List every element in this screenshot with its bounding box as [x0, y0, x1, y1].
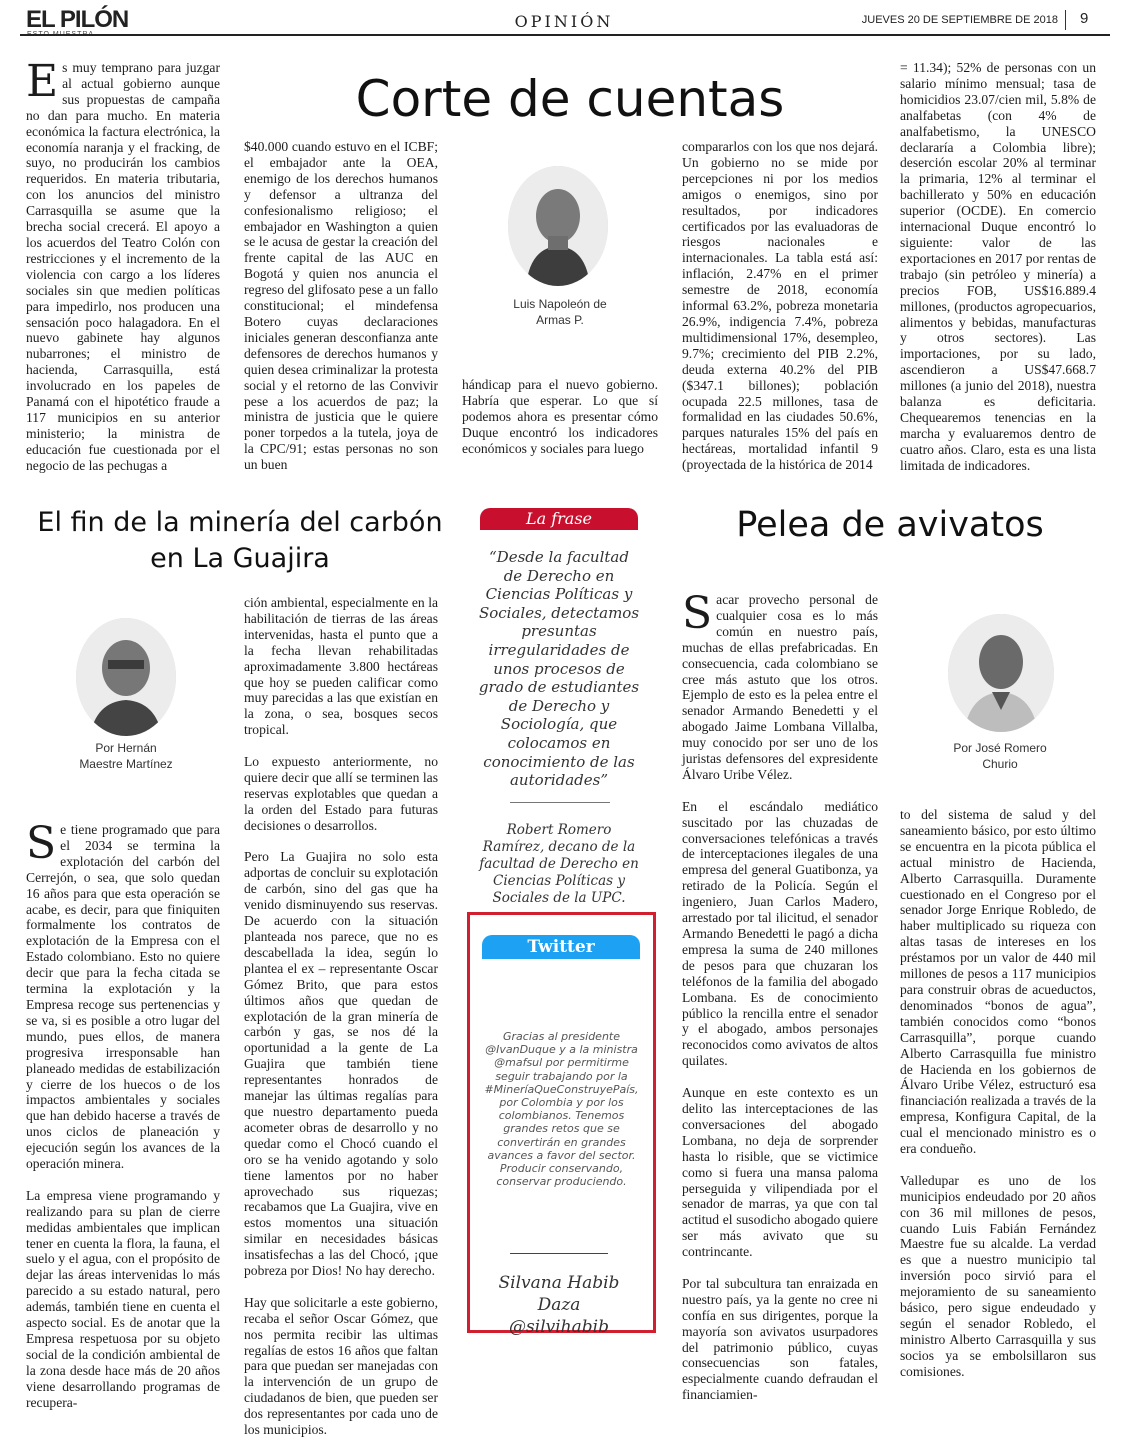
- pelea-column-2: [900, 807, 1096, 1380]
- author-name: Por José Romero: [953, 741, 1047, 755]
- article-pelea-title: Pelea de avivatos: [736, 505, 1044, 545]
- author-name: Por Hernán: [95, 741, 157, 755]
- corte-paragraph: compararlos con los que nos dejará. Un gobierno no se mide por percepciones ni por los medios amigos o enemigos, sino por resultados, por indicadores certificados por las evaluadoras de riesgos nacionales e internacionales. La tabla está así: inflación, 2.47% en el primer semestre de 2018, economía informal 63.2%, pobreza monetaria 26.9%, indigencia 7.4%, pobreza multidimensional 17%, desempleo, 9.7%; crecimiento del PIB 2.2%, deuda externa 40.2% del PIB ($347.1 billones); población ocupada 22.5 millones, tasa de formalidad en las ciudades 50.6%, parques naturales 15% del país en hectáreas, mortalidad infantil 9 (proyectada de la histórica de 2014: [682, 139, 878, 473]
- page-number: 9: [1080, 10, 1089, 27]
- pelea-byline: [930, 740, 1070, 772]
- frase-quote: “Desde la facultad de Derecho en Ciencias Políticas y Sociales, detectamos presuntas irregularidades de unos procesos de grado de estudiantes de Derecho y Sociología, que colocamos en conocimiento de las autoridades”: [478, 548, 640, 790]
- newspaper-logo: EL PILÓN: [26, 6, 129, 33]
- mineria-paragraph: Lo expuesto anteriormente, no quiere decir que allí se terminen las reservas explotables que quedan a la orden del Estado para futuras decisiones o desarrollos.: [244, 754, 438, 833]
- header-rule: [20, 34, 1110, 36]
- corte-byline: [490, 296, 630, 328]
- pelea-paragraph: Por tal subcultura tan enraizada en nuestro país, ya la gente no cree ni confía en sus dirigentes, porque la mayoría son avivatos usurpadores del patrimonio público, cuyas consecuencias son fatales, especialmente cuando defraudan el financiamien-: [682, 1275, 878, 1403]
- article-mineria-title: El fin de la minería del carbón en La Guajira: [37, 507, 443, 574]
- mineria-paragraph: Hay que solicitarle a este gobierno, recaba el señor Oscar Gómez, que nos permita recibir las ultimas regalías de estos 16 años que faltan para que puedan ser manejadas con la intervención de un grupo de ciudadanos de bien, que pueden ser dos representantes por cada uno de los municipios.: [244, 1294, 438, 1438]
- section-title: OPINIÓN: [514, 12, 614, 31]
- portrait-icon: [948, 614, 1054, 732]
- twitter-author: [478, 1272, 640, 1338]
- corte-column-2: [244, 139, 438, 473]
- corte-paragraph: hándicap para el nuevo gobierno. Habría que esperar. Lo que sí podemos ahora es presentar cómo Duque encontró los indicadores económicos y sociales para luego: [462, 377, 658, 456]
- corte-column-1: [26, 56, 220, 474]
- article-corte-title: Corte de cuentas: [355, 70, 785, 128]
- corte-paragraph: $40.000 cuando estuvo en el ICBF; el embajador ante la OEA, enemigo de los derechos humanos y defensor a ultranza del confesionalismo religioso; el embajador en Washington a quien se le acusa de gestar la creación del frente capital de las AUC en Bogotá y quien nos anuncia el regreso del glifosato pese a un fallo constitucional; el mindefensa Botero cuyas declaraciones iniciales generan desconfianza ante defensores de derechos humanos y quien desea criminalizar la protesta social y el retorno de las Convivir pese a los acuerdos de paz; la ministra de justicia que le quiere poner torpedos a la tutela, joya de la CPC/91; estas personas no son un buen: [244, 139, 438, 473]
- mineria-byline: [56, 740, 196, 772]
- author-photo-corte: [508, 166, 608, 286]
- author-name: Luis Napoleón de: [513, 297, 607, 311]
- pelea-column-1: [682, 588, 878, 1403]
- corte-paragraph: Es muy temprano para juzgar al actual gobierno aunque sus propuestas de campaña no dan para mucho. En materia económica la factura electrónica, la economía naranja y el fracking, de suyo, no producirán los cambios requeridos. En materia tributaria, con los anuncios del ministro Carrasquilla se asume que la brecha social crecerá. El apoyo a los acuerdos del Teatro Colón con restricciones y el incremento de la violencia con cargo a los líderes sociales sin que medien políticas para impedirlo, nos producen una sensación poco halagadora. En el nuevo gabinete hay algunos nubarrones; el ministro de hacienda, Carrasquilla, está involucrado en los papeles de Panamá con el hipotético fraude a 117 municipios en su anterior ministerio; la ministra de educación fue cuestionada por el negocio de las pechugas a: [26, 56, 220, 473]
- author-photo-pelea: [948, 614, 1054, 732]
- mineria-paragraph: La empresa viene programando y realizando para su plan de cierre medidas ambientales que implican tener en cuenta la flora, la fauna, el suelo y el agua, con el propósito de dejar las áreas intervenidas lo más parecido a su estado natural, pero además, también tiene en cuenta el aspecto social. Es de anotar que la Empresa respetuosa por su objeto social de la condición ambiental de la zona desde hace más de 20 años viene desarrollando programas de recupera-: [26, 1187, 220, 1410]
- author-name: Churio: [982, 757, 1018, 771]
- corte-column-3: [462, 377, 658, 457]
- author-name: Armas P.: [536, 313, 584, 327]
- frase-author: Robert Romero Ramírez, decano de la facultad de Derecho en Ciencias Políticas y Sociales de la UPC.: [479, 822, 639, 906]
- frase-divider: [510, 802, 610, 803]
- mineria-paragraph: Pero La Guajira no solo esta adportas de concluir su explotación de carbón, sino del gas que ha venido disminuyendo sus reservas. De acuerdo con la situación planteada nos parece, que no es descabellada la idea, según lo plantea el ex – representante Oscar Gómez Brito, que para estos últimos años que quedan de explotación de la gran minería de carbón y gas, se nos dé la oportunidad a la gente de La Guajira que también tiene representantes honrados de manejar las últimas regalías para que nuestro departamento pueda acometer obras de desarrollo y no quedar como el Chocó cuando el oro se ha venido agotando y solo tiene lamentos por no haber aprovechado sus riquezas; recabamos que La Guajira, vive en estos momentos una situación similar en necesidades básicas insatisfechas a las del Chocó, ¡que pobreza por Dios! No hay derecho.: [244, 849, 438, 1279]
- issue-date: JUEVES 20 DE SEPTIEMBRE DE 2018: [861, 14, 1058, 26]
- twitter-divider: [510, 1253, 608, 1254]
- pelea-paragraph: Sacar provecho personal de cualquier cosa es lo más común en nuestro país, muchas de ellas prefabricadas. En consecuencia, cada colombiano se cree más astuto que los otros. Ejemplo de esto es la pelea entre el senador Armando Benedetti y el abogado Jaime Lombana Villalba, muy conocido por ser uno de los juristas defensores del expresidente Álvaro Uribe Vélez.: [682, 588, 878, 782]
- author-photo-mineria: [76, 618, 176, 736]
- corte-column-5: [900, 60, 1096, 474]
- portrait-icon: [76, 618, 176, 736]
- tweet-author-handle: @silvihabib: [509, 1317, 609, 1337]
- frase-label: La frase: [480, 508, 638, 530]
- tweet-author-name: Silvana Habib Daza: [498, 1273, 620, 1315]
- mineria-paragraph: ción ambiental, especialmente en la habilitación de tierras de las áreas intervenidas, hasta el punto que a la fecha llevan rehabilitadas aproximadamente 3.800 hectáreas que hoy se pueden calificar como muy parecidas a las que existían en la zona, o sea, bosques secos tropical.: [244, 595, 438, 738]
- pelea-paragraph: En el escándalo mediático suscitado por las chuzadas de conversaciones telefónicas a través de interceptaciones ilegales de una empresa del general Guatibonza, ya retirado de la Policía. Según el ingeniero, Juan Carlos Madero, arrestado por tal ilicitud, el senador Armando Benedetti le pagó a dicha empresa la suma de 240 millones de pesos para que chuzaran los teléfonos de la familia del abogado Lombana. Es de conocimiento público la rencilla entre el senador y el abogado, ambos personajes reconocidos como avivatos de altos quilates.: [682, 798, 878, 1069]
- pelea-paragraph: Aunque en este contexto es un delito las interceptaciones de las conversaciones del abogado Lombana, no deja de sorprender hasta lo risible, que se victimice como si fuera una mansa paloma perseguida y vilipendiada por el senador de marras, ya que con tal actitud el susodicho abogado quiere ser más avivato que su contrincante.: [682, 1085, 878, 1260]
- mineria-column-2: [244, 595, 438, 1438]
- mineria-paragraph: Se tiene programado que para el 2034 se termina la explotación del carbón del Cerrejón, o sea, que solo quedan 16 años para que esta operación se acabe, es decir, para que finiquiten formalmente los contratos de explotación de la Empresa con el Estado colombiano. Esto no quiere decir que para la fecha citada se termina la explotación y la Empresa recoge sus pertenencias y se va, si es posible a otro lugar del mundo, pues ellos, de manera progresiva irresponsable han planeado medidas de estabilización y cierre de los huecos o de los impactos ambientales y sociales que han debido hacerse a través de unos ciclos de planeación y ejecución según los avances de la operación minera.: [26, 818, 220, 1172]
- header-separator: [1065, 10, 1066, 30]
- corte-paragraph: = 11.34); 52% de personas con un salario mínimo mensual; tasa de homicidios 23.07/cien mil, 5.8% de analfabetas (con 4% de analfabetismo, la UNESCO declararía a Colombia libre); deserción escolar 20% al terminar la primaria, 12% al terminar el bachillerato y 50% en educación superior (OCDE). En comercio internacional Duque encontró lo siguiente: valor de las exportaciones en 2017 por rentas de trabajo (sin petróleo y minería) a precios FOB, US$16.889.4 millones, (productos agropecuarios, alimentos y bebidas, manufacturas y otros sectores). Las importaciones, por su lado, ascendieron a US$47.668.7 millones (a junio del 2018), nuestra balanza es deficitaria. Chequearemos tenencias en la marcha y evaluaremos dentro de cuatro años. Claro, esta es una lista limitada de indicadores.: [900, 60, 1096, 473]
- twitter-label: Twitter: [482, 935, 640, 959]
- portrait-icon: [508, 166, 608, 286]
- author-name: Maestre Martínez: [79, 757, 173, 771]
- corte-column-4: [682, 139, 878, 473]
- mineria-column-1: [26, 818, 220, 1411]
- tweet-text: Gracias al presidente @IvanDuque y a la ministra @mafsul por permitirme seguir trabajando por la #MineríaQueConstruyePaís, por Colombia y por los colombianos. Tenemos grandes retos que se convertirán en grandes avances a favor del sector. Producir conservando, conservar produciendo.: [484, 1030, 639, 1189]
- pelea-paragraph: to del sistema de salud y del saneamiento básico, por esto último se encuentra en la picota pública el actual ministro de Hacienda, Alberto Carrasquilla. Duramente cuestionado en el Congreso por el senador Jorge Enrique Robledo, de haber multiplicado su riqueza con altas tasas de intereses en los préstamos por un valor de 440 mil millones de pesos a 117 municipios para construir obras de acueductos, denominados “bonos de agua”, también conocidos como “bonos Carrasquilla”, porque cuando Alberto Carrasquilla fue ministro de Hacienda en los gobiernos de Álvaro Uribe Vélez, estructuró esa financiación realizada a través de la empresa, Konfigura Capital, de la cual el mencionado ministro es o era condueño.: [900, 807, 1096, 1157]
- pelea-paragraph: Valledupar es uno de los municipios endeudado por 20 años con 36 mil millones de pesos, cuando Luis Fabián Fernández Maestre fue su alcalde. La verdad es que a nuestro municipio tal inversión poco sirvió para el mejoramiento de su saneamiento básico, pero sigue endeudado y según el senador Robledo, el ministro Alberto Carrasquilla y sus socios ya se embolsillaron sus comisiones.: [900, 1172, 1096, 1379]
